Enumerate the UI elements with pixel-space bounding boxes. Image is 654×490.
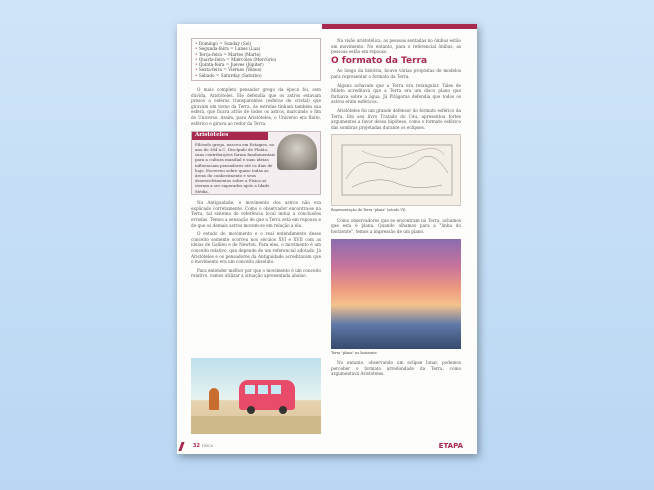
weekday-list [191,38,321,81]
etapa-logo: ETAPA [438,442,463,450]
subject-label: FÍSICA [201,444,213,448]
top-bar [177,24,477,30]
page-number [193,443,213,449]
textbook-page [177,24,477,454]
bus-window [258,385,268,394]
aristotle-box-title: Aristóteles [192,132,268,140]
observer-paragraph: Como observadores que se encontram na Terra, achamos que esta é plana. Quando olhamos para a "linha do horizonte", temos a impressão de um plano. [331,217,461,234]
bus-illustration [191,358,321,434]
aristotle-box [191,131,321,195]
relative-motion-paragraph: Para entender melhor por que o movimento é um conceito relativo, vamos utilizar a situação apresentada abaixo. [191,267,322,279]
aristotle-box-text-body: Filósofo grego, nasceu em Estagira, no ano de 384 a.C. Discípulo de Platão, suas contribuições foram fundamentais para a cultura mundial e suas ideias influenciam pensadores até os dias de hoje. Escreveu sobre quase todas as áreas do conhecimento e seus desenvolvimentos sobre a Física só vieram a ser superados após a Idade Média. [195,141,276,194]
observer-person [209,388,219,410]
earth-models-paragraph: Ao longo da história, houve várias propostas de modelos para representar o formato da Terra. [331,68,461,79]
map-drawing [332,135,461,205]
bus-wheel [279,406,287,414]
aristotle-bust-image [277,134,317,170]
aristotelian-view-paragraph: Na visão aristotélica, as pessoas sentadas no ônibus estão em movimento. No entanto, para o referencial ônibus, as pessoas estão em repouso. [331,38,461,55]
bus-wheel [247,406,255,414]
weekday-item: • Terça-feira = Martes (Marte) [195,52,317,57]
weekday-item: • Domingo = Sunday (Sol) [195,41,317,46]
section-heading: O formato da Terra [331,55,428,66]
antiquity-paragraph: Na Antiguidade, o movimento dos astros não era explicado corretamente. Como o observador encontra-se na Terra, tal sistema de referência local induz a conclusões erradas. Temos a sensação de que a Terra está em repouso e de que os demais astros movem-se em relação a ela. [191,200,321,228]
weekday-item: • Sábado = Saturday (Saturno) [195,73,317,78]
lunar-eclipse-paragraph: No entanto, observando um eclipse lunar, podemos perceber o formato arredondado da Terra, como argumentava Aristóteles. [331,359,461,377]
top-accent-bar [322,24,477,29]
horizon-caption: Terra "plana" no horizonte. [331,350,378,355]
flat-earth-map-image [331,134,461,206]
aristotle-intro-paragraph: O mais completo pensador grego da época foi, sem dúvida, Aristóteles. Ele defendia que os astros estavam presos a esferas transparentes (esferas de cristal) que giravam em torno da Terra. As estrelas tinham também sua esfera, que ficava atrás de todos os astros, marcando o fim do Universo. Assim, para Aristóteles, o Universo era finito, esférico e girava ao redor da Terra. [191,87,321,126]
aristotle-box-text [192,140,278,196]
ground [191,416,321,434]
weekday-item: • Segunda-feira = Lunes (Lua) [195,46,317,51]
right-column [331,38,461,380]
bus-vehicle [239,380,295,410]
weekday-item: • Quarta-feira = Miércoles (Mercúrio) [195,57,317,62]
spherical-earth-paragraph: Aristóteles foi um grande defensor do formato esférico da Terra. Em seu livro Tratado do Céu, apresentou fortes argumentos a favor dessa hipótese, como o formato esférico das sombras projetadas durante os eclipses. [331,107,461,130]
weekday-item: • Sexta-feira = Viernes (Vênus) [195,67,317,72]
horizon-photo [331,239,461,349]
map-caption: Representação da Terra "plana" (século VI). [331,208,407,213]
page-footer [177,440,477,454]
weekday-item: • Quinta-feira = Jueves (Júpiter) [195,62,317,67]
footer-stripe [178,442,184,451]
bus-window [271,385,281,394]
flat-earth-paragraph: Alguns achavam que a Terra era retangular. Tales de Mileto acreditava que a Terra era um disco plano que flutuava sobre a água. Já Pitágoras defendia que todos os astros eram esféricos. [331,82,461,105]
bus-window [245,385,255,394]
motion-study-paragraph: O estudo do movimento e o real entendimento desse conceito somente ocorreu nos séculos XVI e XVII com as ideias de Galileu e de Newton. Para eles, o movimento é um conceito relativo, que depende de um referencial adotado. Já Aristóteles e os pensadores da Antiguidade acreditavam que o movimento era um conceito absoluto. [191,231,321,265]
left-column [191,38,321,282]
page-number-value: 32 [193,443,200,449]
